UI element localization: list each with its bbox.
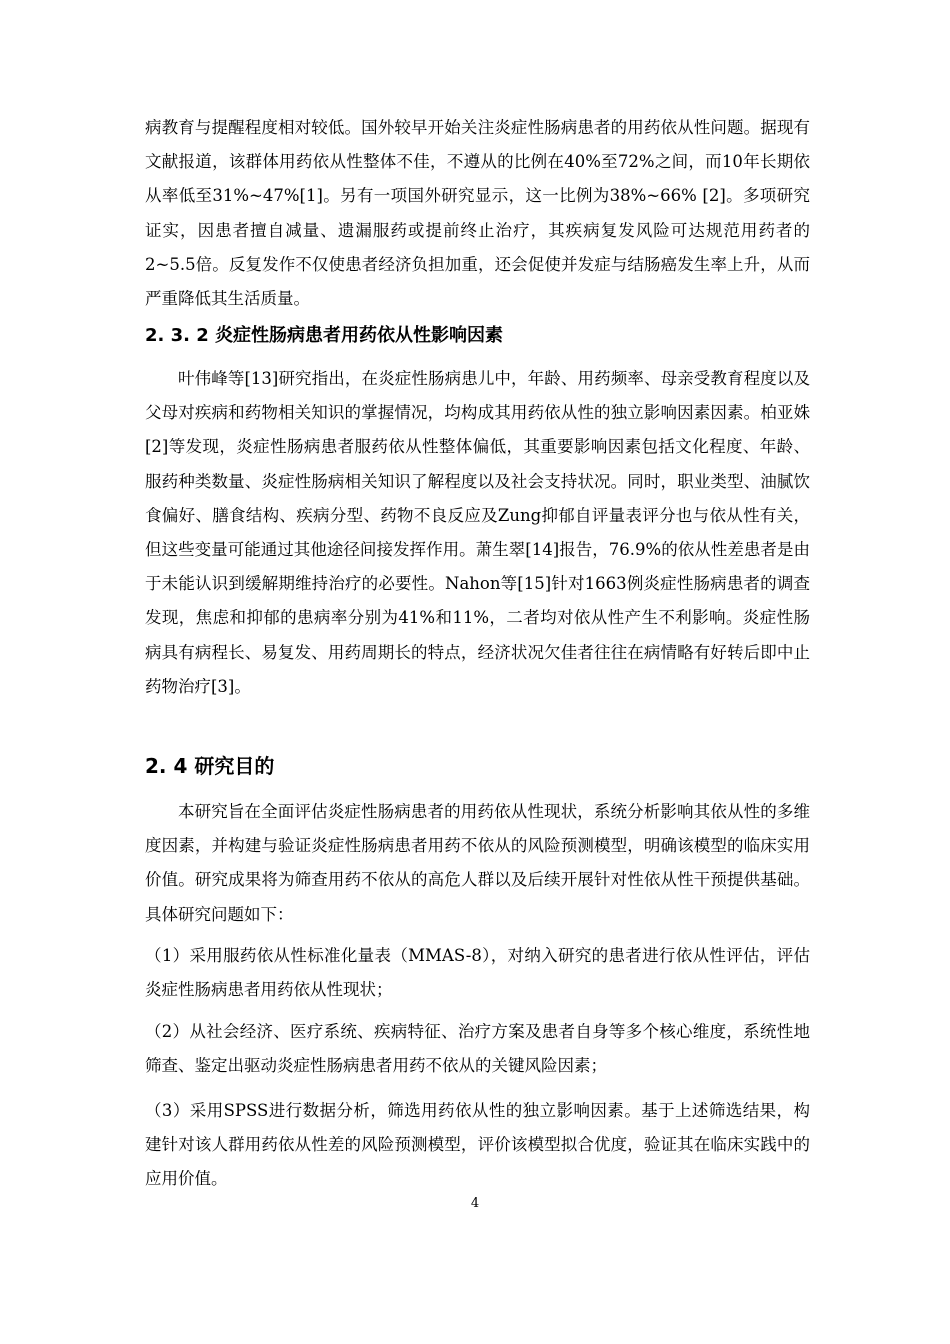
research-question-1: （1）采用服药依从性标准化量表（MMAS-8），对纳入研究的患者进行依从性评估，评估炎症性肠病患者用药依从性现状；	[145, 946, 810, 1000]
heading-2-4: 2. 4 研究目的	[145, 754, 275, 778]
heading-2-3-2: 2. 3. 2 炎症性肠病患者用药依从性影响因素	[145, 325, 504, 346]
paragraph-research-aim: 本研究旨在全面评估炎症性肠病患者的用药依从性现状，系统分析影响其依从性的多维度因素，并构建与验证炎症性肠病患者用药不依从的风险预测模型，明确该模型的临床实用价值。研究成果将为筛查用药不依从的高危人群以及后续开展针对性依从性干预提供基础。具体研究问题如下：	[145, 802, 810, 924]
research-question-2: （2）从社会经济、医疗系统、疾病特征、治疗方案及患者自身等多个核心维度，系统性地筛查、鉴定出驱动炎症性肠病患者用药不依从的关键风险因素；	[145, 1022, 810, 1076]
paragraph-influencing-factors: 叶伟峰等[13]研究指出，在炎症性肠病患儿中，年龄、用药频率、母亲受教育程度以及父母对疾病和药物相关知识的掌握情况，均构成其用药依从性的独立影响因素因素。柏亚姝[2]等发现，炎症性肠病患者服药依从性整体偏低，其重要影响因素包括文化程度、年龄、服药种类数量、炎症性肠病相关知识了解程度以及社会支持状况。同时，职业类型、油腻饮食偏好、膳食结构、疾病分型、药物不良反应及Zung抑郁自评量表评分也与依从性有关，但这些变量可能通过其他途径间接发挥作用。萧生翠[14]报告，76.9%的依从性差患者是由于未能认识到缓解期维持治疗的必要性。Nahon等[15]针对1663例炎症性肠病患者的调查发现，焦虑和抑郁的患病率分别为41%和11%，二者均对依从性产生不利影响。炎症性肠病具有病程长、易复发、用药周期长的特点，经济状况欠佳者往往在病情略有好转后即中止药物治疗[3]。	[145, 369, 810, 696]
page-number: 4	[470, 1196, 480, 1211]
paragraph-adherence-status: 病教育与提醒程度相对较低。国外较早开始关注炎症性肠病患者的用药依从性问题。据现有文献报道，该群体用药依从性整体不佳，不遵从的比例在40%至72%之间，而10年长期依从率低至31%~47%[1]。另有一项国外研究显示，这一比例为38%~66% [2]。多项研究证实，因患者擅自减量、遗漏服药或提前终止治疗，其疾病复发风险可达规范用药者的2~5.5倍。反复发作不仅使患者经济负担加重，还会促使并发症与结肠癌发生率上升，从而严重降低其生活质量。	[145, 118, 810, 309]
research-question-3: （3）采用SPSS进行数据分析，筛选用药依从性的独立影响因素。基于上述筛选结果，构建针对该人群用药依从性差的风险预测模型，评价该模型拟合优度，验证其在临床实践中的应用价值。	[145, 1101, 810, 1189]
